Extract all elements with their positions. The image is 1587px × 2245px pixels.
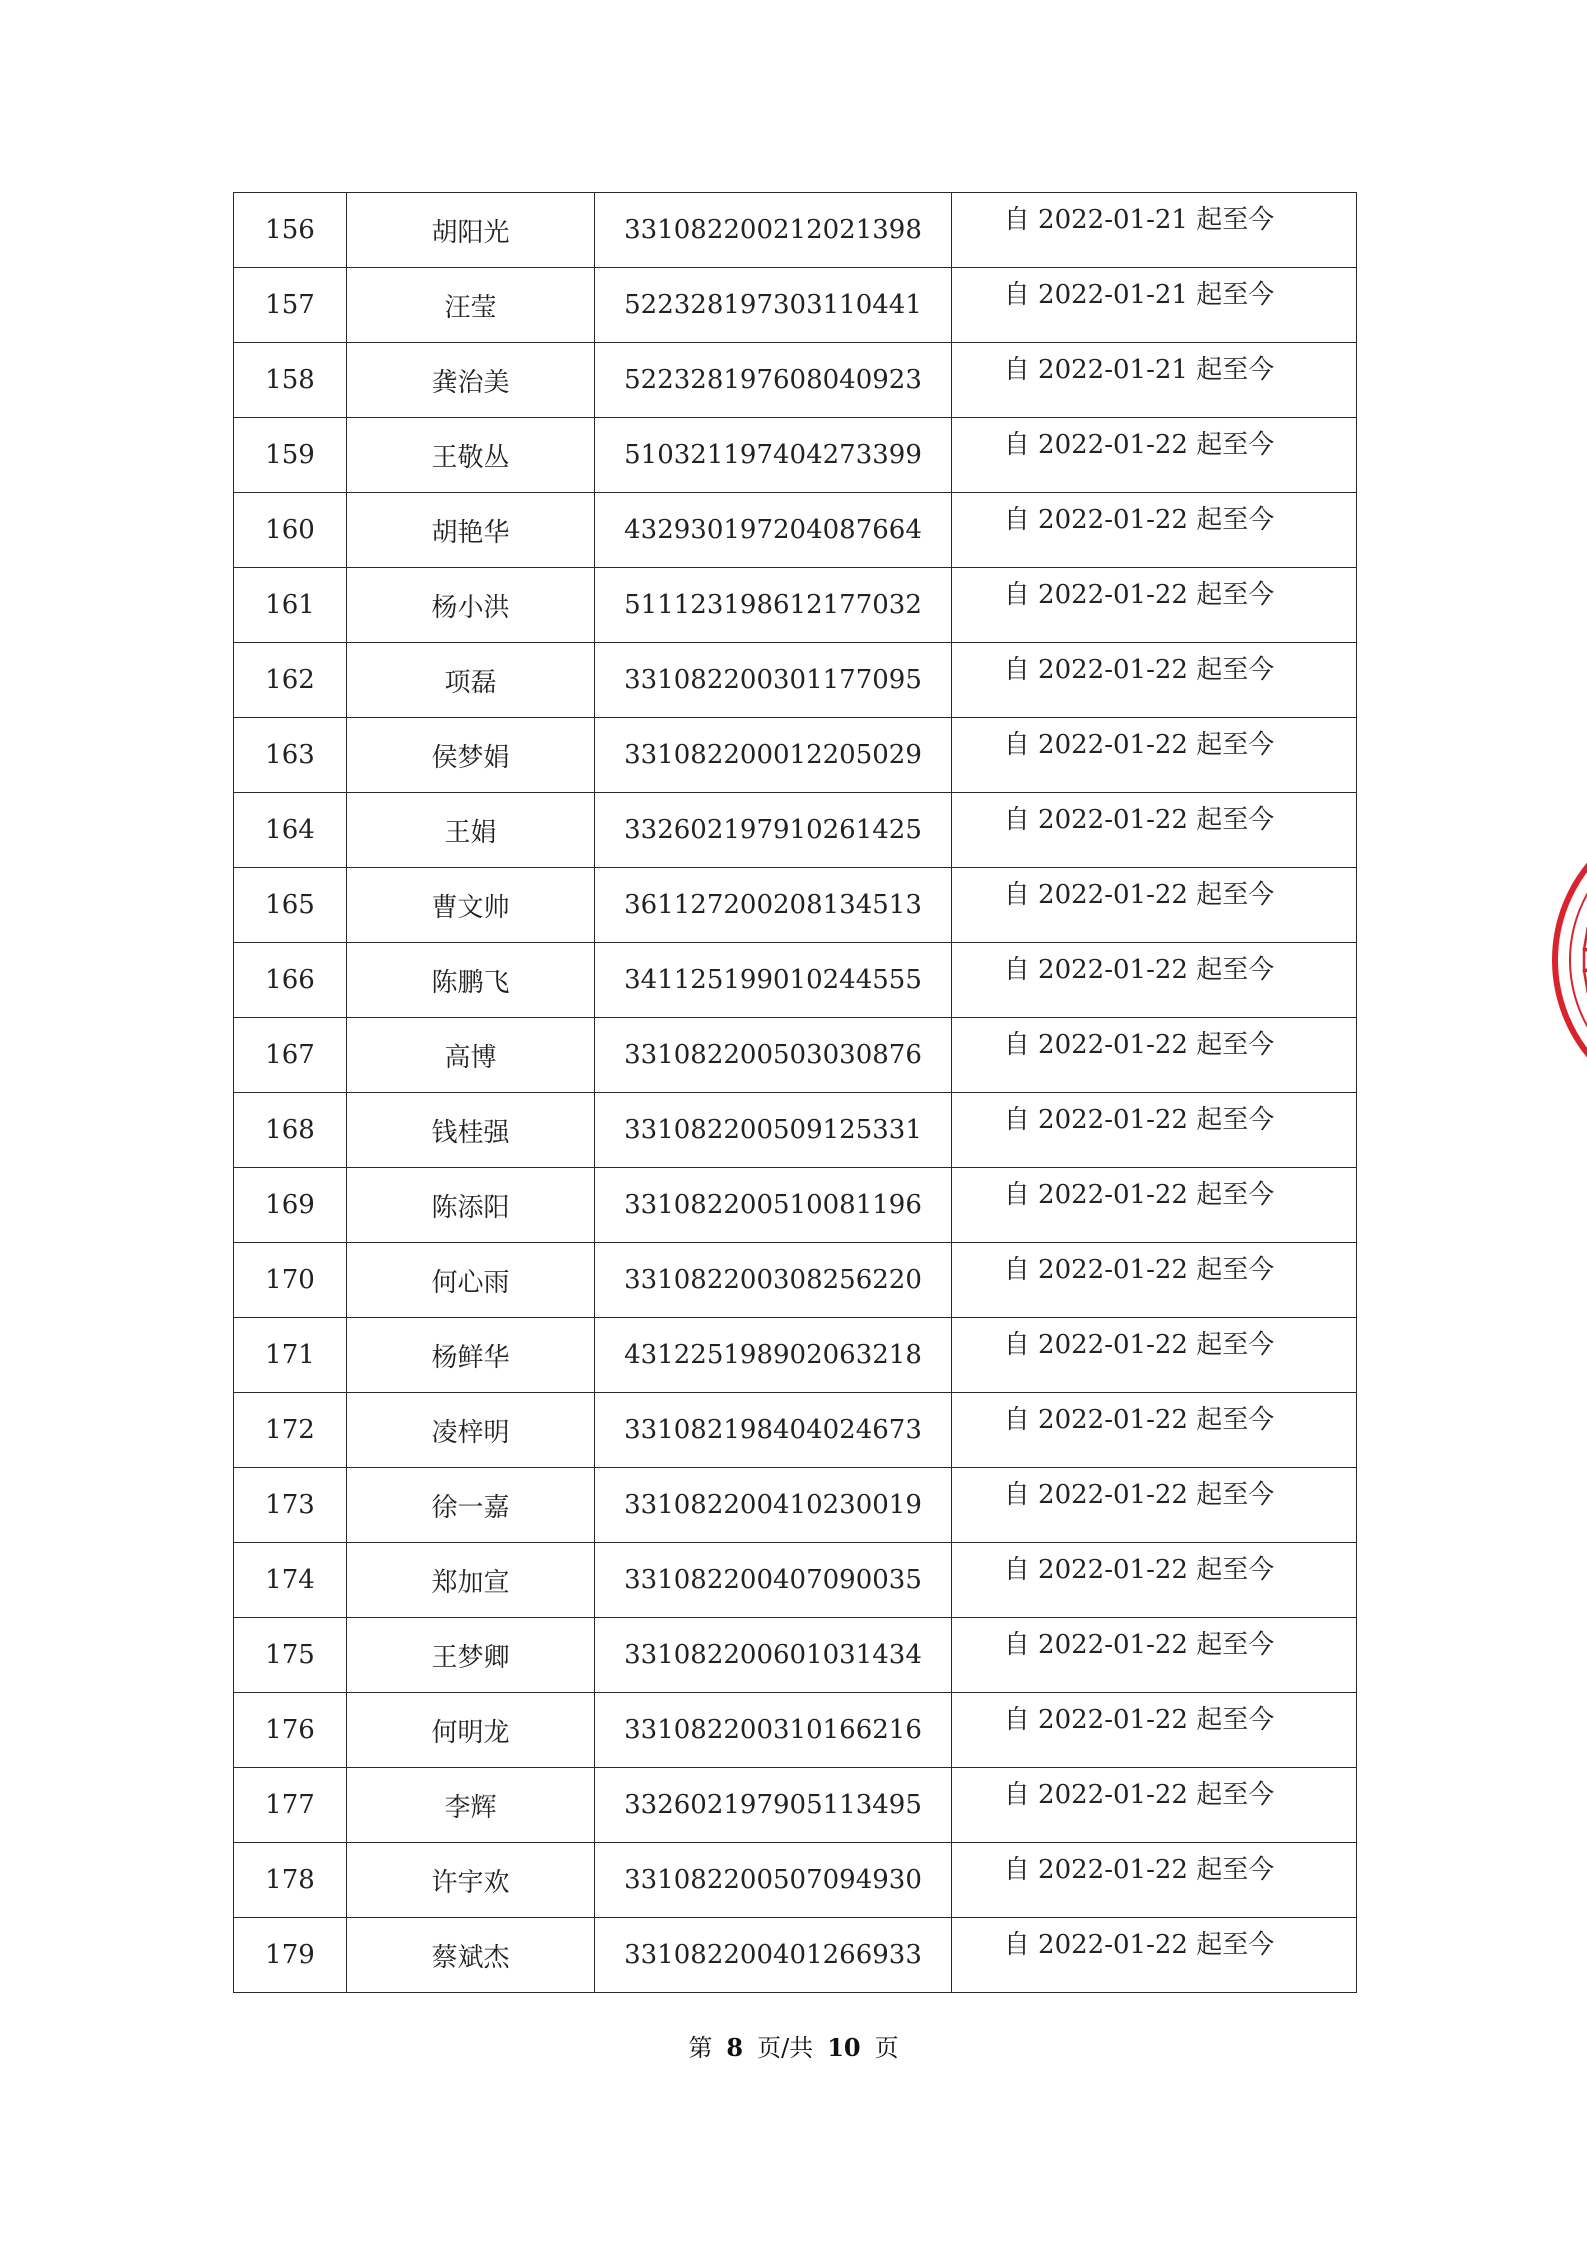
row-period-cell: 自 2022-01-21 起至今 [952, 343, 1357, 418]
row-index-cell: 166 [234, 943, 347, 1018]
row-name-cell: 侯梦娟 [347, 718, 595, 793]
row-index-cell: 171 [234, 1318, 347, 1393]
row-period-cell: 自 2022-01-22 起至今 [952, 1543, 1357, 1618]
table-row [234, 1918, 1357, 1993]
row-period-cell: 自 2022-01-22 起至今 [952, 793, 1357, 868]
table-row [234, 943, 1357, 1018]
table-row [234, 1618, 1357, 1693]
row-index-cell: 176 [234, 1693, 347, 1768]
row-index-cell: 168 [234, 1093, 347, 1168]
table-row [234, 793, 1357, 868]
row-index-cell: 179 [234, 1918, 347, 1993]
row-name-cell: 蔡斌杰 [347, 1918, 595, 1993]
row-period-cell: 自 2022-01-21 起至今 [952, 193, 1357, 268]
footer-suffix: 页 [874, 2034, 899, 2062]
row-id-number-cell: 331082200601031434 [595, 1618, 952, 1693]
row-index-cell: 174 [234, 1543, 347, 1618]
footer-current-page: 8 [726, 2033, 744, 2062]
row-period-cell: 自 2022-01-22 起至今 [952, 1693, 1357, 1768]
row-name-cell: 陈添阳 [347, 1168, 595, 1243]
row-index-cell: 158 [234, 343, 347, 418]
footer-middle: 页/共 [757, 2034, 814, 2062]
footer-prefix: 第 [688, 2034, 713, 2062]
row-index-cell: 169 [234, 1168, 347, 1243]
row-index-cell: 157 [234, 268, 347, 343]
row-name-cell: 许宇欢 [347, 1843, 595, 1918]
row-name-cell: 龚治美 [347, 343, 595, 418]
row-index-cell: 164 [234, 793, 347, 868]
row-period-cell: 自 2022-01-22 起至今 [952, 1243, 1357, 1318]
row-index-cell: 170 [234, 1243, 347, 1318]
table-row [234, 418, 1357, 493]
roster-table [233, 192, 1357, 1993]
row-index-cell: 160 [234, 493, 347, 568]
table-row [234, 718, 1357, 793]
row-index-cell: 173 [234, 1468, 347, 1543]
row-period-cell: 自 2022-01-22 起至今 [952, 493, 1357, 568]
row-name-cell: 钱桂强 [347, 1093, 595, 1168]
row-index-cell: 161 [234, 568, 347, 643]
table-row [234, 343, 1357, 418]
row-index-cell: 175 [234, 1618, 347, 1693]
table-row [234, 1693, 1357, 1768]
roster-table-body [234, 193, 1357, 1993]
row-index-cell: 165 [234, 868, 347, 943]
row-id-number-cell: 331082200212021398 [595, 193, 952, 268]
official-seal-stamp [1545, 805, 1587, 1115]
table-row [234, 868, 1357, 943]
row-index-cell: 167 [234, 1018, 347, 1093]
table-row [234, 1093, 1357, 1168]
row-index-cell: 172 [234, 1393, 347, 1468]
row-id-number-cell: 431225198902063218 [595, 1318, 952, 1393]
table-row [234, 1018, 1357, 1093]
row-name-cell: 项磊 [347, 643, 595, 718]
row-period-cell: 自 2022-01-22 起至今 [952, 868, 1357, 943]
row-period-cell: 自 2022-01-22 起至今 [952, 718, 1357, 793]
row-id-number-cell: 511123198612177032 [595, 568, 952, 643]
row-period-cell: 自 2022-01-22 起至今 [952, 1393, 1357, 1468]
row-period-cell: 自 2022-01-22 起至今 [952, 943, 1357, 1018]
row-id-number-cell: 331082200407090035 [595, 1543, 952, 1618]
row-id-number-cell: 361127200208134513 [595, 868, 952, 943]
row-period-cell: 自 2022-01-21 起至今 [952, 268, 1357, 343]
row-name-cell: 汪莹 [347, 268, 595, 343]
row-period-cell: 自 2022-01-22 起至今 [952, 1843, 1357, 1918]
row-period-cell: 自 2022-01-22 起至今 [952, 1468, 1357, 1543]
row-name-cell: 高博 [347, 1018, 595, 1093]
table-row [234, 193, 1357, 268]
row-id-number-cell: 522328197608040923 [595, 343, 952, 418]
row-name-cell: 凌梓明 [347, 1393, 595, 1468]
table-row [234, 1393, 1357, 1468]
row-id-number-cell: 331082200401266933 [595, 1918, 952, 1993]
row-name-cell: 曹文帅 [347, 868, 595, 943]
row-index-cell: 177 [234, 1768, 347, 1843]
row-id-number-cell: 522328197303110441 [595, 268, 952, 343]
row-index-cell: 162 [234, 643, 347, 718]
footer-total-pages: 10 [827, 2033, 861, 2062]
row-period-cell: 自 2022-01-22 起至今 [952, 1618, 1357, 1693]
row-id-number-cell: 331082200308256220 [595, 1243, 952, 1318]
row-id-number-cell: 331082200507094930 [595, 1843, 952, 1918]
table-row [234, 1843, 1357, 1918]
table-row [234, 643, 1357, 718]
row-name-cell: 杨鲜华 [347, 1318, 595, 1393]
table-row [234, 1543, 1357, 1618]
table-row [234, 1243, 1357, 1318]
row-period-cell: 自 2022-01-22 起至今 [952, 643, 1357, 718]
row-id-number-cell: 331082200503030876 [595, 1018, 952, 1093]
row-period-cell: 自 2022-01-22 起至今 [952, 1168, 1357, 1243]
row-index-cell: 178 [234, 1843, 347, 1918]
table-row [234, 1168, 1357, 1243]
row-name-cell: 杨小洪 [347, 568, 595, 643]
row-id-number-cell: 331082200510081196 [595, 1168, 952, 1243]
row-period-cell: 自 2022-01-22 起至今 [952, 1318, 1357, 1393]
row-id-number-cell: 432930197204087664 [595, 493, 952, 568]
row-name-cell: 王娟 [347, 793, 595, 868]
table-row [234, 1768, 1357, 1843]
row-id-number-cell: 331082200509125331 [595, 1093, 952, 1168]
row-id-number-cell: 331082200310166216 [595, 1693, 952, 1768]
row-id-number-cell: 341125199010244555 [595, 943, 952, 1018]
row-index-cell: 159 [234, 418, 347, 493]
row-index-cell: 163 [234, 718, 347, 793]
row-index-cell: 156 [234, 193, 347, 268]
table-row [234, 493, 1357, 568]
table-row [234, 568, 1357, 643]
row-id-number-cell: 331082198404024673 [595, 1393, 952, 1468]
seal-graphic [1545, 805, 1587, 1115]
row-id-number-cell: 331082200301177095 [595, 643, 952, 718]
table-row [234, 1468, 1357, 1543]
row-period-cell: 自 2022-01-22 起至今 [952, 1093, 1357, 1168]
row-period-cell: 自 2022-01-22 起至今 [952, 568, 1357, 643]
row-name-cell: 郑加宣 [347, 1543, 595, 1618]
row-period-cell: 自 2022-01-22 起至今 [952, 418, 1357, 493]
row-name-cell: 王梦卿 [347, 1618, 595, 1693]
row-id-number-cell: 331082200410230019 [595, 1468, 952, 1543]
row-period-cell: 自 2022-01-22 起至今 [952, 1918, 1357, 1993]
table-row [234, 268, 1357, 343]
row-name-cell: 陈鹏飞 [347, 943, 595, 1018]
row-name-cell: 胡阳光 [347, 193, 595, 268]
page-footer [0, 2028, 1587, 2063]
row-id-number-cell: 331082200012205029 [595, 718, 952, 793]
row-name-cell: 王敬丛 [347, 418, 595, 493]
row-id-number-cell: 510321197404273399 [595, 418, 952, 493]
row-id-number-cell: 332602197910261425 [595, 793, 952, 868]
row-name-cell: 胡艳华 [347, 493, 595, 568]
table-row [234, 1318, 1357, 1393]
row-name-cell: 何心雨 [347, 1243, 595, 1318]
row-period-cell: 自 2022-01-22 起至今 [952, 1018, 1357, 1093]
row-period-cell: 自 2022-01-22 起至今 [952, 1768, 1357, 1843]
row-name-cell: 何明龙 [347, 1693, 595, 1768]
row-name-cell: 徐一嘉 [347, 1468, 595, 1543]
row-name-cell: 李辉 [347, 1768, 595, 1843]
row-id-number-cell: 332602197905113495 [595, 1768, 952, 1843]
